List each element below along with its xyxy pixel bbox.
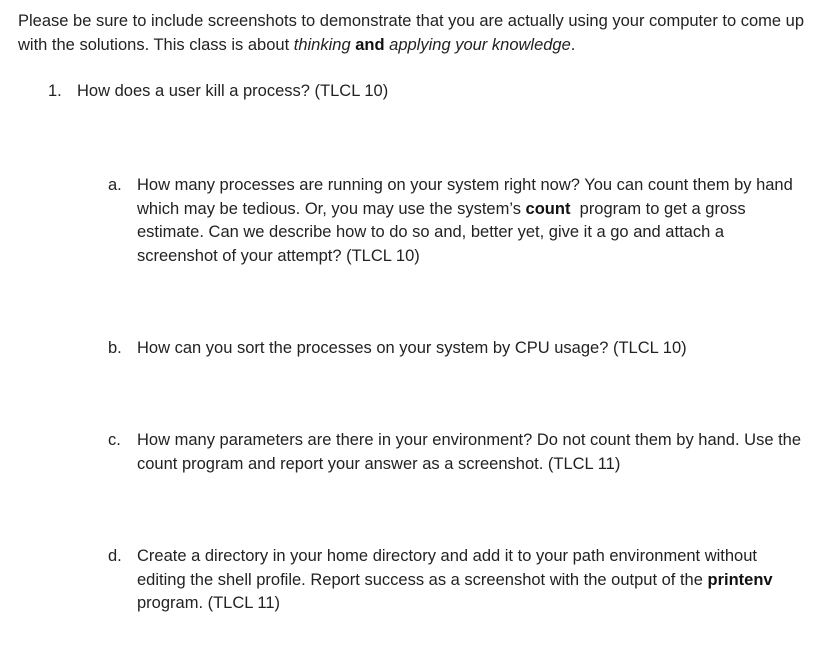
sub-question-d-text <box>137 545 808 616</box>
intro-end: . <box>570 35 576 54</box>
intro-paragraph <box>18 10 818 57</box>
sub-question-a <box>108 174 808 268</box>
sub-question-c-text: How many parameters are there in your environment? Do not count them by hand. Use the count program and report your answer as a screenshot. (TLCL 11) <box>137 431 802 473</box>
sub-question-b-letter: b. <box>108 339 122 357</box>
sub-question-b-text: How can you sort the processes on your system by CPU usage? (TLCL 10) <box>137 339 687 357</box>
intro-applying: applying your knowledge <box>389 35 571 54</box>
sub-question-a-part2: program to get a gross estimate. Can we describe how to do so and, better yet, give it a go and attach a screenshot of your attempt? (TLCL 10) <box>137 199 751 265</box>
question-1-text: How does a user kill a process? (TLCL 10) <box>77 82 389 100</box>
sub-question-a-text <box>137 174 808 268</box>
sub-question-d-part2: program. (TLCL 11) <box>137 570 782 612</box>
sub-question-c-letter: c. <box>108 431 121 449</box>
sub-question-a-letter: a. <box>108 176 122 194</box>
intro-text: Please be sure to include screenshots to demonstrate that you are actually using your computer to come up with the solutions. This class is about <box>18 12 805 54</box>
intro-and: and <box>355 35 385 54</box>
sub-question-d-printenv: printenv <box>707 570 773 589</box>
sub-question-d <box>108 545 808 616</box>
question-1-number: 1. <box>48 82 62 100</box>
intro-thinking: thinking <box>293 35 351 54</box>
sub-question-a-count: count <box>525 199 571 218</box>
sub-question-d-part1: Create a directory in your home directory and add it to your path environment without editing the shell profile. Report success as a screenshot with the output of the <box>137 547 757 589</box>
sub-question-a-part1: How many processes are running on your system right now? You can count them by hand which may be tedious. Or, you may use the system’s <box>137 176 793 218</box>
sub-question-b <box>108 337 808 361</box>
sub-question-c <box>108 429 808 476</box>
sub-question-d-letter: d. <box>108 547 122 565</box>
question-1 <box>48 80 388 104</box>
